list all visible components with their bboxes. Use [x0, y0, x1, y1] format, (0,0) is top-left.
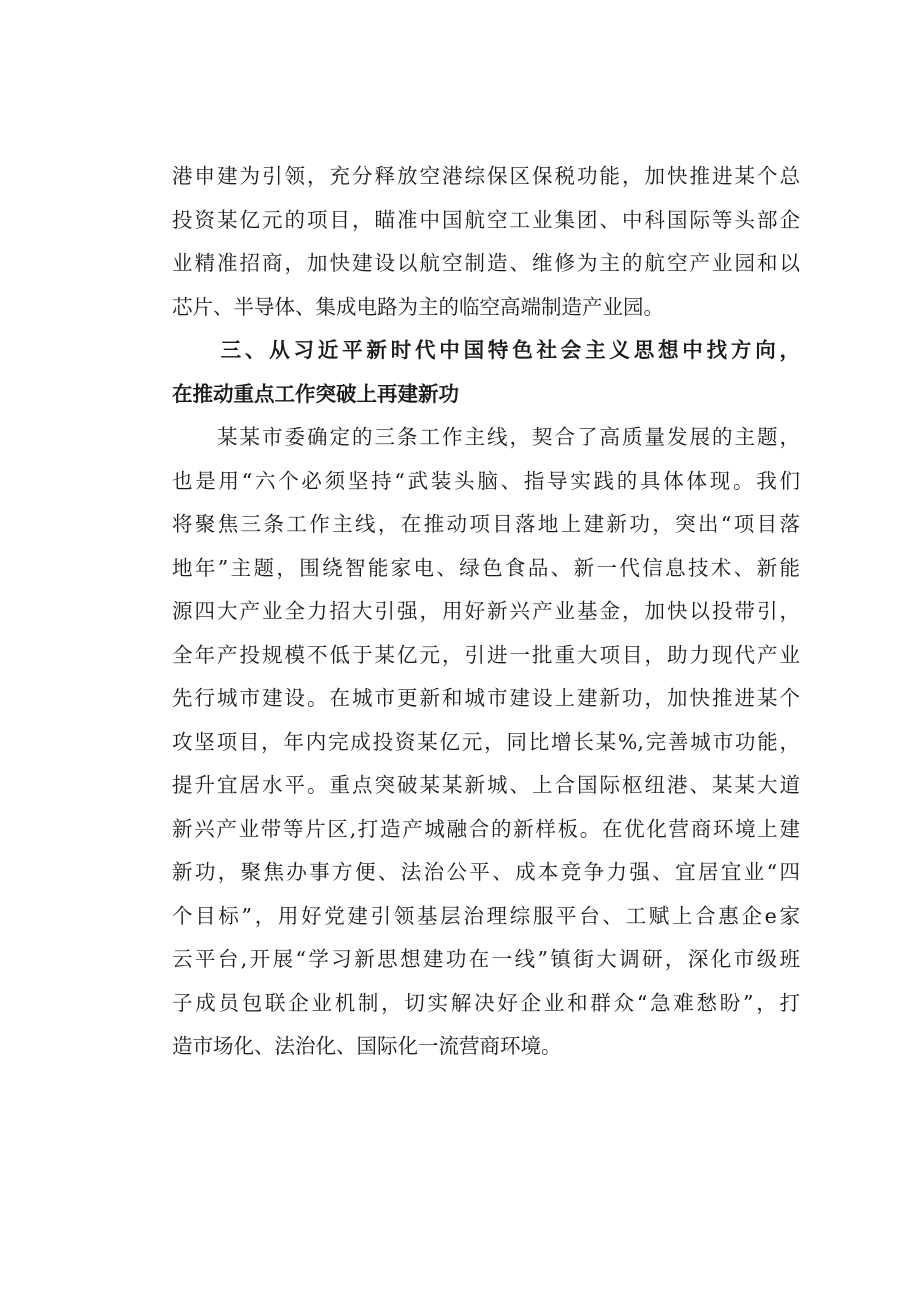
text-line: 将聚焦三条工作主线，在推动项目落地上建新功，突出“项目落: [172, 512, 800, 536]
heading-line: 三、从习近平新时代中国特色社会主义思想中找方向，: [172, 338, 800, 362]
text-line: 全年产投规模不低于某亿元，引进一批重大项目，助力现代产业: [172, 642, 800, 667]
text-line: 造市场化、法治化、国际化一流营商环境。: [172, 1034, 562, 1058]
text-line: 提升宜居水平。重点突破某某新城、上合国际枢纽港、某某大道: [172, 773, 800, 797]
text-line: 个目标”，用好党建引领基层治理综服平台、工赋上合惠企e家: [172, 903, 800, 928]
text-line: 港申建为引领，充分释放空港综保区保税功能，加快推进某个总: [172, 164, 800, 188]
section-heading: [172, 329, 800, 416]
text-line: 子成员包联企业机制，切实解决好企业和群众“急难愁盼”，打: [172, 990, 800, 1015]
heading-line: 在推动重点工作突破上再建新功: [172, 381, 459, 406]
text-line: 地年”主题，围绕智能家电、绿色食品、新一代信息技术、新能: [172, 555, 800, 580]
text-line: 先行城市建设。在城市更新和城市建设上建新功，加快推进某个: [172, 686, 800, 710]
body-paragraph-2: [172, 416, 800, 1069]
text-line: 投资某亿元的项目，瞄准中国航空工业集团、中科国际等头部企: [172, 207, 800, 232]
text-line: 芯片、半导体、集成电路为主的临空高端制造产业园。: [172, 294, 664, 319]
text-line: 也是用“六个必须坚持“武装头脑、指导实践的具体体现。我们: [172, 468, 800, 493]
document-body: [172, 155, 800, 1069]
body-paragraph-1: [172, 155, 800, 329]
text-line: 攻坚项目，年内完成投资某亿元，同比增长某%,完善城市功能，: [172, 729, 800, 754]
text-line: 云平台,开展“学习新思想建功在一线”镇街大调研，深化市级班: [172, 947, 800, 971]
text-line: 新功，聚焦办事方便、法治公平、成本竞争力强、宜居宜业“四: [172, 860, 800, 884]
text-line: 源四大产业全力招大引强，用好新兴产业基金，加快以投带引，: [172, 599, 800, 623]
text-line: 某某市委确定的三条工作主线，契合了高质量发展的主题，: [172, 425, 800, 449]
text-line: 业精准招商，加快建设以航空制造、维修为主的航空产业园和以: [172, 251, 800, 275]
text-line: 新兴产业带等片区,打造产城融合的新样板。在优化营商环境上建: [172, 816, 800, 841]
